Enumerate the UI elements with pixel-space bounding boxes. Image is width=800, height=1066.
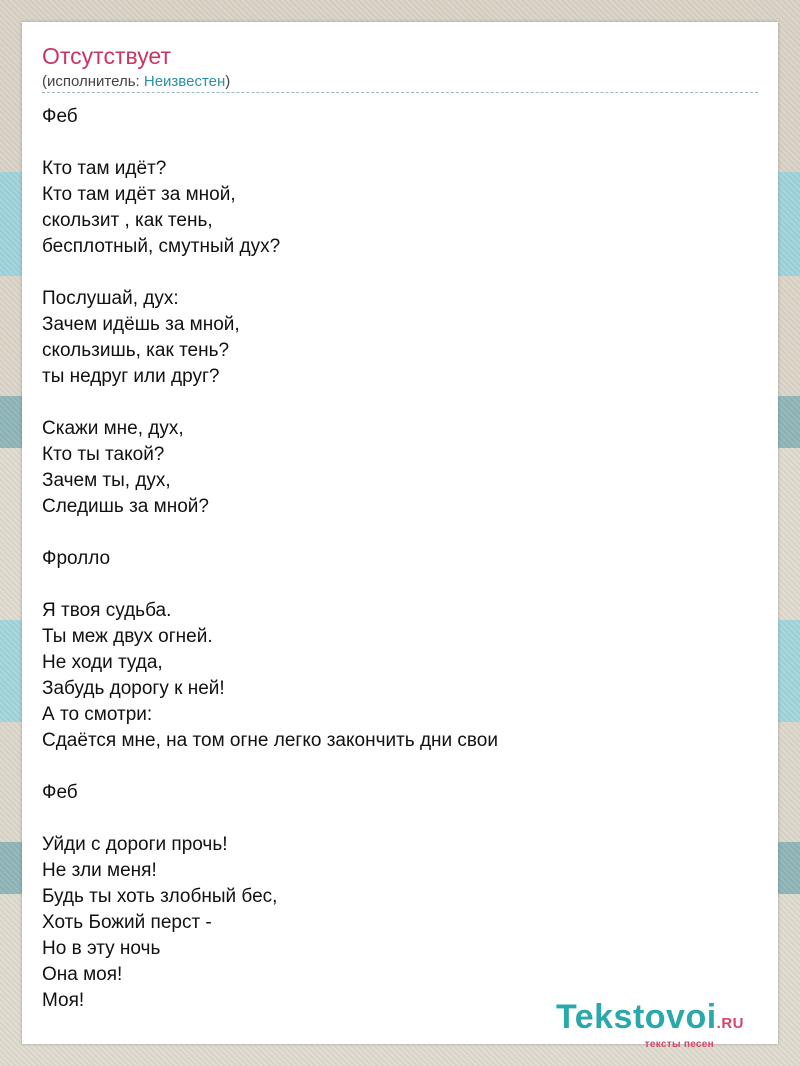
lyric-blank-line (42, 572, 758, 598)
lyric-line: скользит , как тень, (42, 210, 213, 231)
lyric-line: Забудь дорогу к ней! (42, 678, 225, 699)
lyric-line: Будь ты хоть злобный бес, (42, 886, 278, 907)
site-logo[interactable] (556, 1000, 744, 1050)
lyric-line: Ты меж двух огней. (42, 626, 213, 647)
lyric-line: Я твоя судьба. (42, 600, 172, 621)
logo-main-text: Tekstovoi (555, 998, 717, 1036)
lyric-line: Уйди с дороги прочь! (42, 834, 228, 855)
lyric-line: скользишь, как тень? (42, 340, 230, 361)
lyric-blank-line (42, 130, 758, 156)
lyric-blank-line (42, 754, 758, 780)
lyric-line: Не зли меня! (42, 860, 157, 881)
artist-line (42, 73, 230, 90)
lyric-line: Но в эту ночь (42, 938, 161, 959)
lyric-line: Феб (42, 782, 78, 803)
artist-prefix: (исполнитель: (42, 73, 144, 90)
lyric-line: Послушай, дух: (42, 288, 179, 309)
lyric-line: ты недруг или друг? (42, 366, 220, 387)
lyrics-card (22, 22, 778, 1050)
lyric-line: Кто ты такой? (42, 444, 165, 465)
title-divider (42, 92, 758, 93)
lyric-line: Зачем идёшь за мной, (42, 314, 240, 335)
lyric-blank-line (42, 806, 758, 832)
lyric-blank-line (42, 260, 758, 286)
lyric-line: Кто там идёт? (42, 158, 167, 179)
logo-tagline: тексты песен (644, 1039, 714, 1050)
lyric-line: Фролло (42, 548, 111, 569)
lyric-line: Моя! (42, 990, 85, 1011)
logo-domain: .RU (716, 1015, 744, 1032)
lyric-line: Не ходи туда, (42, 652, 163, 673)
lyric-line: Феб (42, 106, 78, 127)
lyric-blank-line (42, 390, 758, 416)
lyric-line: Сдаётся мне, на том огне легко закончить дни свои (42, 730, 498, 751)
lyric-line: Хоть Божий перст - (42, 912, 212, 933)
lyric-line: Она моя! (42, 964, 123, 985)
lyric-line: А то смотри: (42, 704, 153, 725)
logo-wordmark (556, 1000, 744, 1041)
song-title: Отсутствует (42, 43, 171, 69)
lyrics-text (42, 104, 758, 1014)
lyric-line: Скажи мне, дух, (42, 418, 184, 439)
lyric-line: Зачем ты, дух, (42, 470, 171, 491)
lyric-line: Следишь за мной? (42, 496, 209, 517)
artist-suffix: ) (225, 73, 231, 90)
lyric-line: Кто там идёт за мной, (42, 184, 236, 205)
lyric-line: бесплотный, смутный дух? (42, 236, 281, 257)
lyric-blank-line (42, 520, 758, 546)
artist-link[interactable]: Неизвестен (143, 73, 226, 90)
